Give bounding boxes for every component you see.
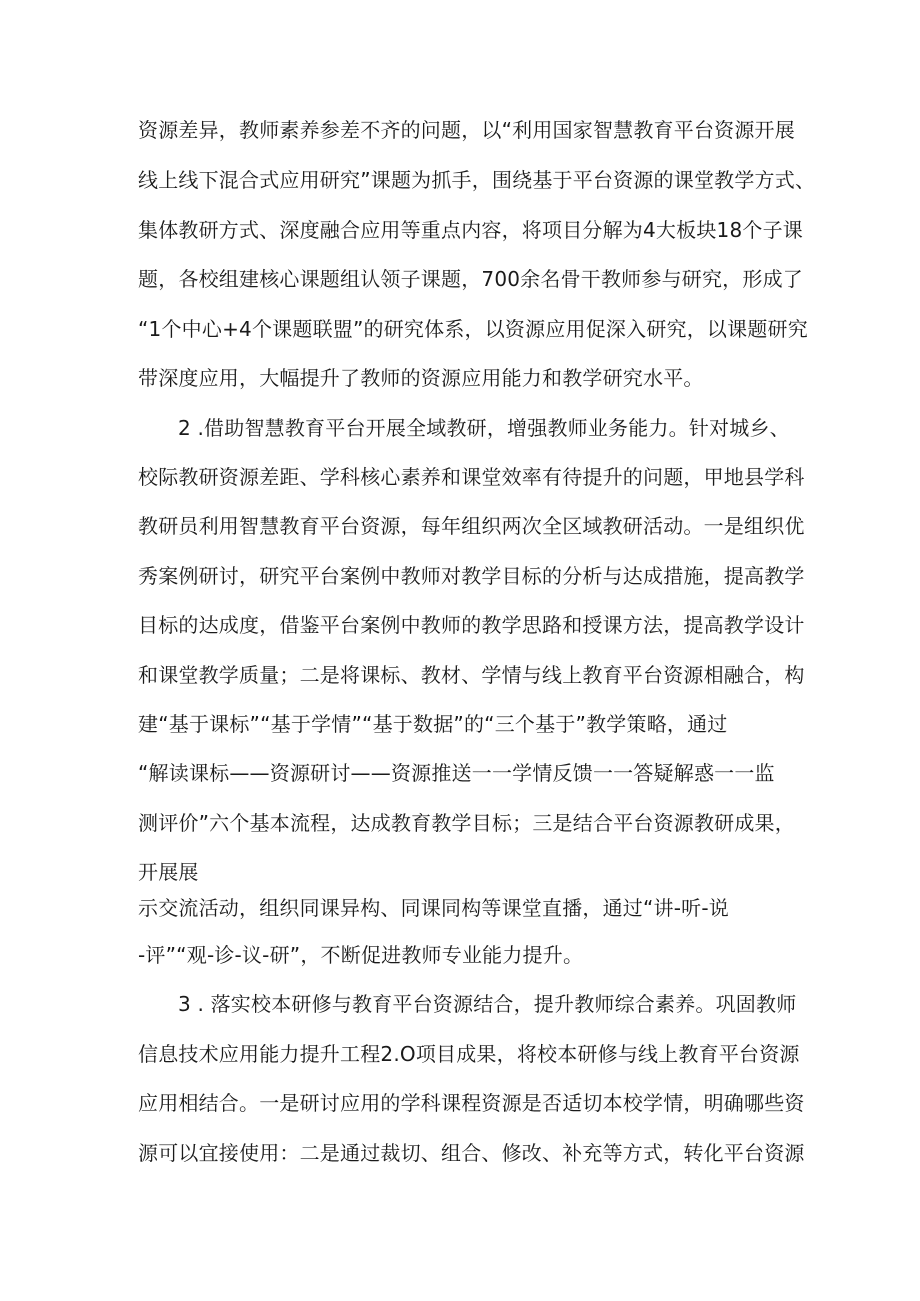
text-line: 应用相结合。一是研讨应用的学科课程资源是否适切本校学情，明确哪些资 — [138, 1091, 805, 1115]
text-line: 带深度应用，大幅提升了教师的资源应用能力和教学研究水平。 — [138, 366, 704, 390]
text-line: 3 . 落实校本研修与教育平台资源结合，提升教师综合素养。巩固教师 — [178, 992, 797, 1016]
text-line: “解读课标——资源研讨——资源推送一一学情反馈一一答疑解惑一一监 — [138, 761, 775, 785]
text-line: 线上线下混合式应用研究”课题为抓手，围绕基于平台资源的课堂教学方式、 — [138, 168, 816, 192]
text-line: 校际教研资源差距、学科核心素养和课堂效率有待提升的问题，甲地县学科 — [138, 465, 805, 489]
text-line: -评”“观-诊-议-研”，不断促进教师专业能力提升。 — [138, 943, 584, 967]
text-line: 测评价”六个基本流程，达成教育教学目标；三是结合平台资源教研成果， — [138, 811, 795, 835]
text-line: 教研员利用智慧教育平台资源，每年组织两次全区域教研活动。一是组织优 — [138, 514, 805, 538]
text-line: 秀案例研讨，研究平台案例中教师对教学目标的分析与达成措施，提高教学 — [138, 564, 805, 588]
text-line: 2 .借助智慧教育平台开展全域教研，增强教师业务能力。针对城乡、 — [178, 416, 790, 440]
text-line: 信息技术应用能力提升工程2.O项目成果，将校本研修与线上教育平台资源 — [138, 1042, 800, 1066]
text-line: “1个中心+4个课题联盟”的研究体系，以资源应用促深入研究，以课题研究 — [138, 317, 808, 341]
text-line: 开展展 — [138, 860, 199, 884]
text-line: 资源差异，教师素养参差不齐的问题，以“利用国家智慧教育平台资源开展 — [138, 118, 795, 142]
text-line: 和课堂教学质量；二是将课标、教材、学情与线上教育平台资源相融合，构 — [138, 663, 805, 687]
text-line: 目标的达成度，借鉴平台案例中教师的教学思路和授课方法，提高教学设计 — [138, 613, 805, 637]
text-line: 集体教研方式、深度融合应用等重点内容，将项目分解为4大板块18个子课 — [138, 218, 803, 242]
text-line: 建“基于课标”“基于学情”“基于数据”的“三个基于”教学策略，通过 — [138, 712, 728, 736]
text-line: 示交流活动，组织同课异构、同课同构等课堂直播，通过“讲-听-说 — [138, 896, 729, 920]
text-line: 源可以宜接使用：二是通过裁切、组合、修改、补充等方式，转化平台资源 — [138, 1141, 805, 1165]
text-line: 题，各校组建核心课题组认领子课题，700余名骨干教师参与研究，形成了 — [138, 267, 803, 291]
